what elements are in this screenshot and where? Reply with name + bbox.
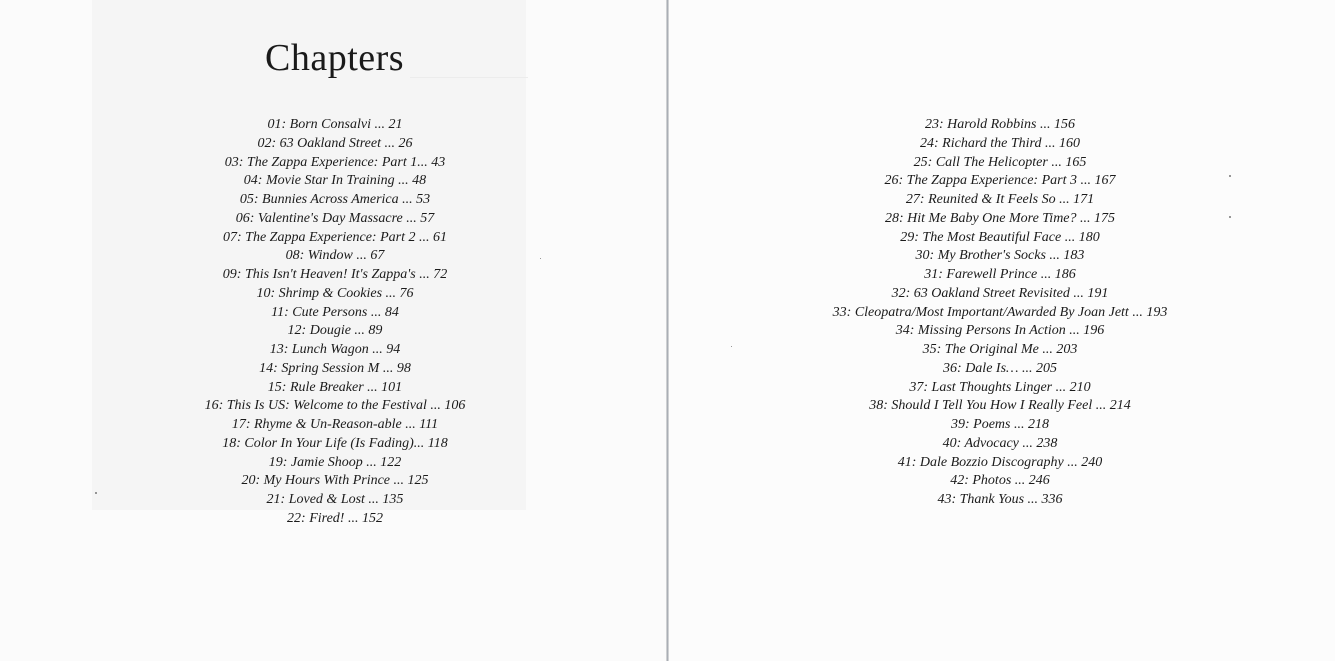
paper-speck [731, 346, 732, 347]
toc-entry: 36: Dale Is… ... 205 [943, 360, 1057, 376]
toc-entry: 26: The Zappa Experience: Part 3 ... 167 [884, 173, 1116, 189]
toc-entry: 27: Reunited & It Feels So ... 171 [905, 192, 1095, 207]
toc-entry: 14: Spring Session M ... 98 [259, 360, 411, 376]
toc-entry: 21: Loved & Lost ... 135 [266, 492, 404, 507]
paper-speck [1229, 216, 1231, 218]
toc-entry: 10: Shrimp & Cookies ... 76 [256, 285, 414, 301]
toc-right-list [780, 116, 1220, 510]
toc-left-list [125, 116, 545, 529]
toc-entry: 02: 63 Oakland Street ... 26 [257, 135, 413, 151]
toc-entry: 25: Call The Helicopter ... 165 [913, 154, 1087, 170]
toc-entry: 33: Cleopatra/Most Important/Awarded By Joan Jett ... 193 [832, 304, 1168, 320]
toc-entry: 17: Rhyme & Un-Reason-able ... 111 [231, 417, 439, 432]
toc-entry: 03: The Zappa Experience: Part 1... 43 [224, 154, 446, 170]
toc-entry: 15: Rule Breaker ... 101 [267, 379, 403, 395]
toc-entry: 12: Dougie ... 89 [287, 323, 383, 339]
toc-entry: 29: The Most Beautiful Face ... 180 [900, 229, 1100, 245]
toc-entry: 35: The Original Me ... 203 [922, 342, 1078, 357]
toc-entry: 04: Movie Star In Training ... 48 [243, 173, 427, 189]
toc-entry: 22: Fired! ... 152 [287, 510, 383, 526]
toc-entry: 16: This Is US: Welcome to the Festival ... 106 [204, 398, 466, 414]
toc-entry: 32: 63 Oakland Street Revisited ... 191 [891, 285, 1109, 301]
toc-entry: 06: Valentine's Day Massacre ... 57 [235, 210, 435, 226]
toc-entry: 24: Richard the Third ... 160 [920, 135, 1080, 151]
toc-entry: 31: Farewell Prince ... 186 [924, 267, 1076, 282]
toc-entry: 07: The Zappa Experience: Part 2 ... 61 [223, 229, 447, 245]
toc-entry: 41: Dale Bozzio Discography ... 240 [897, 454, 1103, 470]
toc-entry: 34: Missing Persons In Action ... 196 [895, 323, 1105, 339]
title-rule [410, 77, 528, 78]
toc-entry: 08: Window ... 67 [285, 248, 385, 264]
page-title: Chapters [265, 37, 405, 79]
paper-speck [95, 492, 97, 494]
paper-speck [1229, 175, 1231, 177]
toc-entry: 40: Advocacy ... 238 [942, 435, 1058, 451]
toc-entry: 30: My Brother's Socks ... 183 [915, 248, 1085, 264]
toc-entry: 20: My Hours With Prince ... 125 [241, 473, 429, 489]
toc-entry: 43: Thank Yous ... 336 [937, 492, 1063, 507]
toc-entry: 11: Cute Persons ... 84 [271, 304, 399, 320]
toc-entry: 01: Born Consalvi ... 21 [267, 117, 403, 132]
toc-entry: 37: Last Thoughts Linger ... 210 [909, 379, 1091, 395]
toc-entry: 23: Harold Robbins ... 156 [925, 117, 1075, 132]
toc-entry: 28: Hit Me Baby One More Time? ... 175 [884, 210, 1116, 226]
toc-entry: 05: Bunnies Across America ... 53 [239, 192, 431, 207]
toc-entry: 18: Color In Your Life (Is Fading)... 118 [222, 435, 448, 451]
toc-entry: 38: Should I Tell You How I Really Feel ... 214 [869, 398, 1131, 414]
toc-entry: 09: This Isn't Heaven! It's Zappa's ... 72 [222, 267, 448, 282]
toc-entry: 19: Jamie Shoop ... 122 [268, 454, 402, 470]
toc-entry: 13: Lunch Wagon ... 94 [269, 342, 401, 357]
toc-entry: 42: Photos ... 246 [950, 473, 1050, 489]
toc-entry: 39: Poems ... 218 [951, 417, 1049, 432]
paper-speck [540, 258, 541, 259]
